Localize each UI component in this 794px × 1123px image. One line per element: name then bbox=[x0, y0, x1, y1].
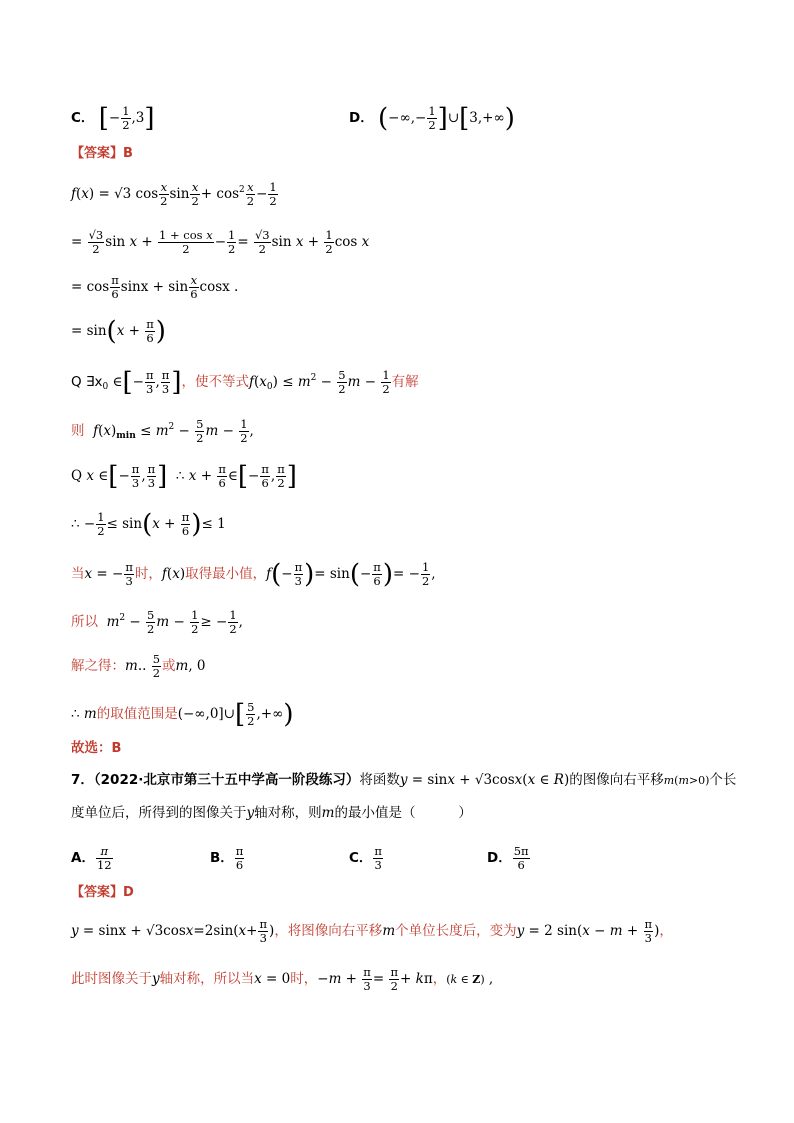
option-d-label: D． bbox=[349, 110, 374, 126]
have-text: 有解 bbox=[391, 374, 419, 390]
q7-option-d-label: D． bbox=[487, 850, 512, 866]
solution-line-10: 所以 $m^2$ − $\frac{5}{2}$ m − $\frac{1}{2}$ ≥ − $\frac{1}{2}$ , bbox=[71, 608, 243, 636]
solve-text: 解之得： bbox=[71, 658, 125, 674]
q7-option-a-label: A． bbox=[71, 850, 95, 866]
solution-7-line-2: 此时图像关于y轴对称，所以当x = 0时，−m + $\frac{\pi}{3}$ = $\frac{\pi}{2}$ + kπ，(k ∈ Z) , bbox=[71, 965, 494, 993]
answer-1-label: 【答案】 bbox=[71, 146, 124, 161]
solution-line-1: f(x) = √3 cos $\frac{x}{2}$ sin $\frac{x}{2}$ + $\cos^2$ $\frac{x}{2}$ − $\frac{1}{2}$ bbox=[71, 180, 277, 208]
solution-line-12: ∴ m的取值范围是(−∞,0]∪[ $\frac{5}{2}$ ,+∞) bbox=[71, 699, 294, 730]
make-text: ，使不等式 bbox=[181, 374, 250, 390]
question-7-number: 7． bbox=[71, 772, 94, 788]
choose-value: B bbox=[111, 741, 122, 756]
q7-option-c: C． $\frac{\pi}{3}$ bbox=[349, 844, 382, 872]
option-d: D． (−∞,− $\frac{1}{2}$ ]∪[3,+∞) bbox=[349, 103, 515, 134]
solution-line-9: 当x = − $\frac{\pi}{3}$ 时，f(x)取得最小值，f(− $\frac{\pi}{3}$ )= sin(− $\frac{\pi}{6}$ )= − $\frac{1}{2}$ , bbox=[71, 559, 436, 590]
answer-1 bbox=[71, 143, 133, 164]
solution-line-11: 解之得：m.. $\frac{5}{2}$ 或m, 0 bbox=[71, 652, 206, 680]
answer-1-value: B bbox=[123, 146, 133, 161]
solution-line-6: 则 $f(x)_{min} \le m^2$ − $\frac{5}{2}$ m − $\frac{1}{2}$ , bbox=[71, 417, 254, 445]
question-7-source: （2022·北京市第三十五中学高一阶段练习） bbox=[93, 772, 360, 788]
option-c: C． [− $\frac{1}{2}$ ,3] bbox=[71, 103, 155, 134]
solution-line-5: Q $\exists x_0$ ∈[− $\frac{\pi}{3}$ , $\frac{\pi}{3}$ ]，使不等式$f(x_0) \le m^2$ − $\frac{5}{2}$ m − $\frac{1}{2}$ 有解 bbox=[71, 367, 419, 398]
solution-7-line-1: y = sinx + √3cosx=2sin(x+ $\frac{\pi}{3}$ )，将图像向右平移m个单位长度后，变为y = 2 sin(x − m + $\frac{\pi}{3}$ )， bbox=[71, 917, 673, 945]
when-b-text: 时， bbox=[134, 566, 162, 582]
choose-label: 故选： bbox=[71, 740, 112, 756]
option-c-label: C． bbox=[71, 110, 95, 126]
choose-line bbox=[71, 738, 121, 759]
solution-line-2: = $\frac{√3}{2}$ sin x + $\frac{\text{1 + cos x}}{2}$ − $\frac{1}{2}$ = $\frac{√3}{2}$ sin x + $\frac{1}{2}$ cos x bbox=[71, 228, 370, 256]
q7-option-b-label: B． bbox=[210, 850, 234, 866]
q7-option-c-label: C． bbox=[349, 850, 373, 866]
then-text: 则 bbox=[71, 423, 85, 439]
answer-2 bbox=[71, 882, 134, 903]
q7-option-b: B． $\frac{\pi}{6}$ bbox=[210, 844, 244, 872]
solution-line-4: = sin(x + $\frac{\pi}{6}$ ) bbox=[71, 316, 166, 347]
solution-line-7: Q x ∈[− $\frac{\pi}{3}$ , $\frac{\pi}{3}$ ] ∴ x + $\frac{\pi}{6}$ ∈[− $\frac{\pi}{6}$ , $\frac{\pi}{2}$ ] bbox=[71, 461, 297, 492]
answer-2-label: 【答案】 bbox=[71, 885, 124, 900]
q7-option-a: A． $\frac{\pi}{12}$ bbox=[71, 844, 112, 872]
or-text: 或 bbox=[162, 658, 176, 674]
solution-line-3: = cos $\frac{\pi}{6}$ sinx + sin $\frac{x}{6}$ cosx . bbox=[71, 273, 239, 301]
since-text: Q ∃x bbox=[71, 374, 103, 390]
question-7-line-1: 7．（2022·北京市第三十五中学高一阶段练习）将函数y = sinx + √3cosx(x ∈ R)的图像向右平移m(m>0)个长 bbox=[71, 772, 737, 788]
solution-line-8: ∴ − $\frac{1}{2}$ ≤ sin(x + $\frac{\pi}{6}$ )≤ 1 bbox=[71, 509, 226, 540]
range-text: 的取值范围是 bbox=[96, 706, 178, 722]
when-c-text: 取得最小值， bbox=[185, 566, 267, 582]
q7-option-d: D． $\frac{5\pi}{6}$ bbox=[487, 844, 529, 872]
so-text: 所以 bbox=[71, 614, 98, 630]
when-a-text: 当 bbox=[71, 566, 85, 582]
question-7-line-2: 度单位后，所得到的图像关于y轴对称，则m的最小值是（ ） bbox=[71, 805, 472, 821]
answer-2-value: D bbox=[123, 885, 134, 900]
